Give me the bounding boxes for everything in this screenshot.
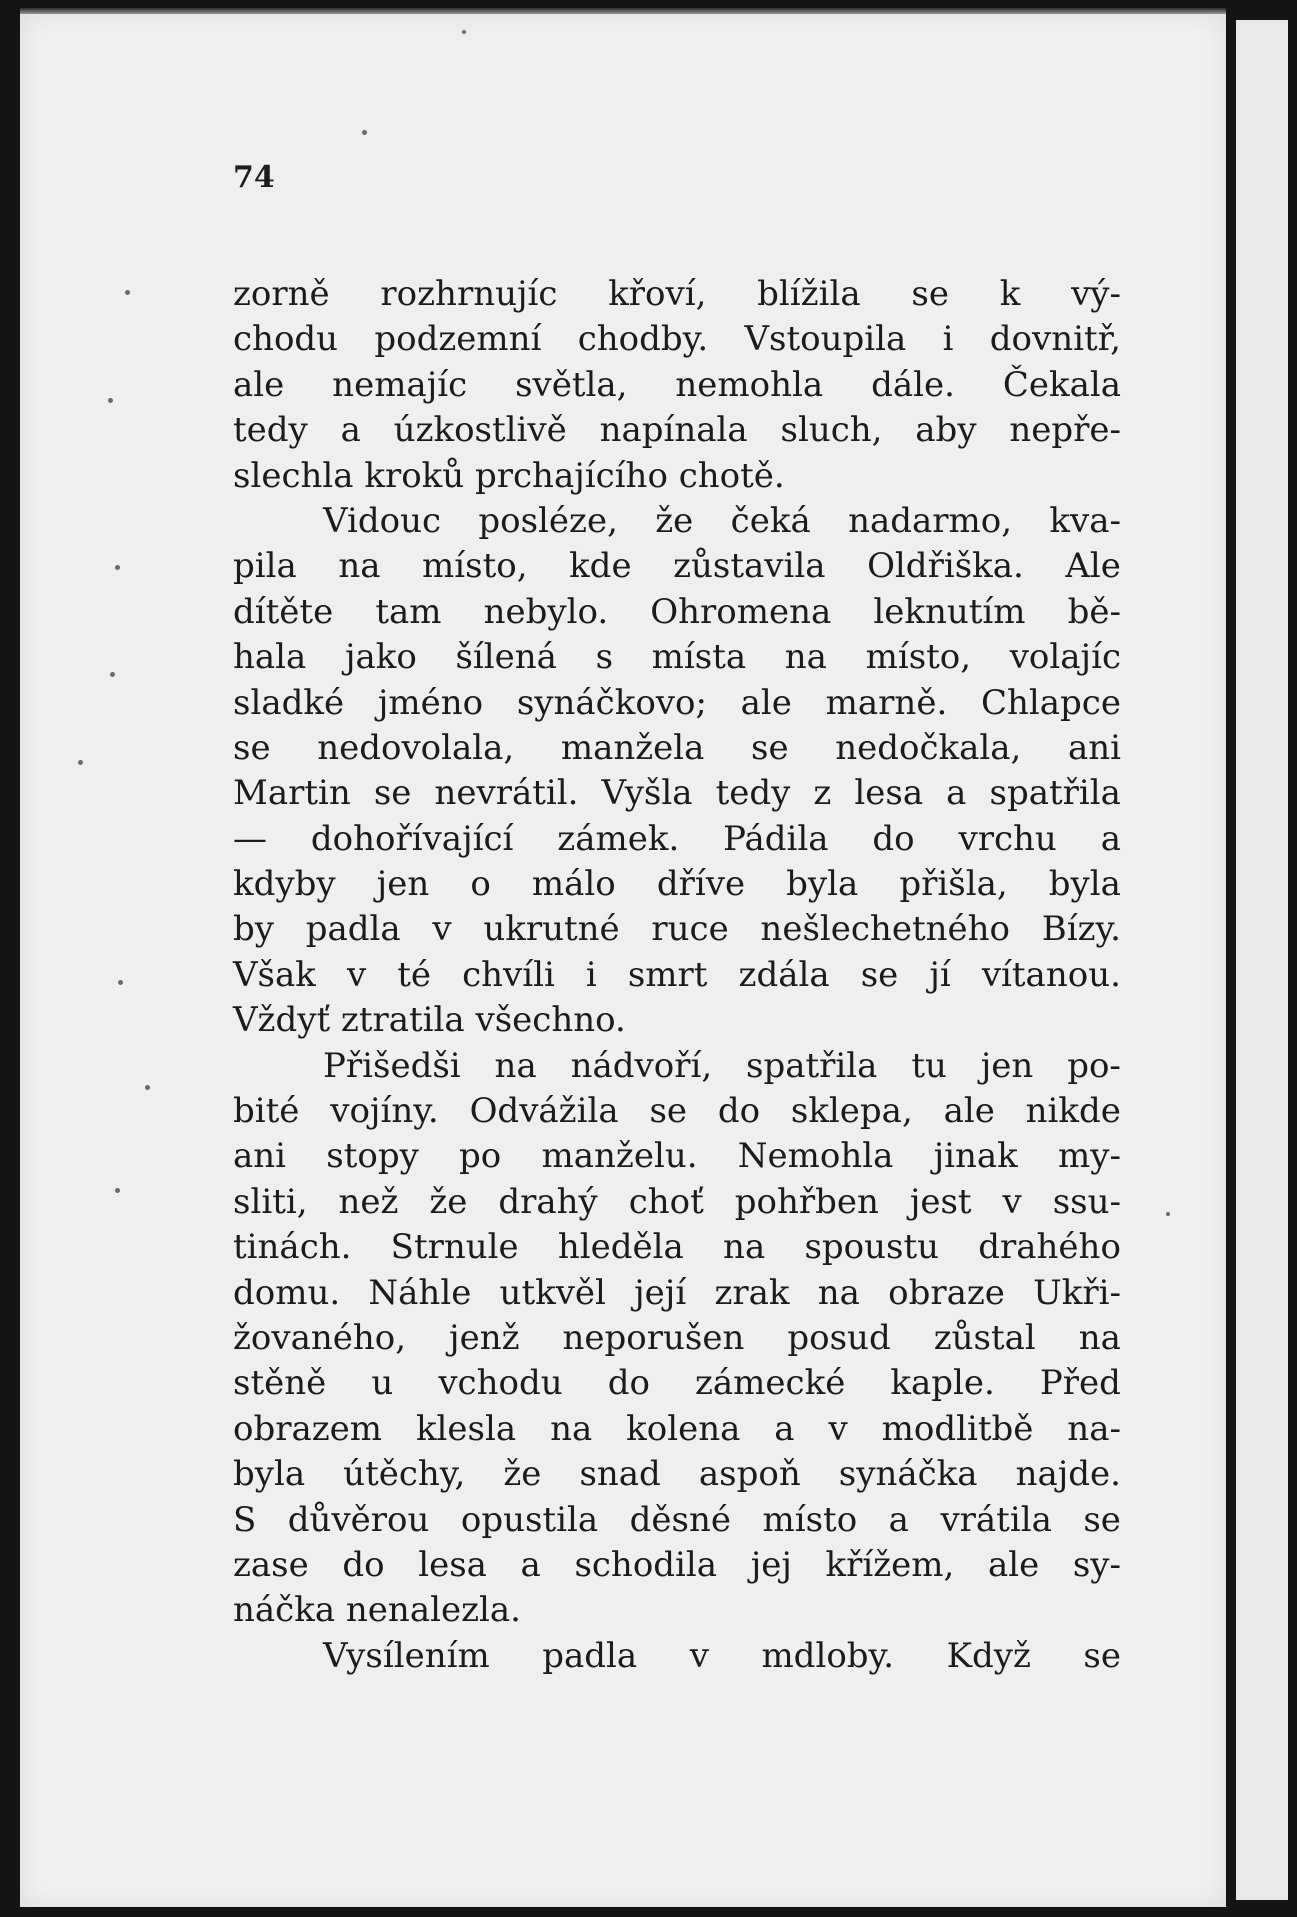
word: pila [233,546,297,587]
word: vrchu [958,818,1057,859]
word: nenalezla. [345,1590,521,1631]
word: vchodu [438,1363,563,1404]
word: jí [929,954,951,995]
text-line [233,454,1121,499]
word: nedočkala, [835,727,1022,768]
word: na [723,1227,766,1268]
text-line [233,1588,1121,1633]
word: choť [628,1181,704,1222]
text-line [233,1044,1121,1089]
word: ani [1067,727,1121,768]
word: dítěte [233,591,334,632]
word: bě- [1067,591,1121,632]
word: kroků [364,455,465,496]
word: Vysílením [323,1635,490,1676]
word: vrátila [940,1499,1052,1540]
word: ale [987,1544,1040,1585]
word: vý- [1071,274,1121,314]
word: místo, [865,637,972,678]
word: dohořívající [310,818,514,859]
word: úzkostlivě [393,410,567,451]
word: dále. [871,364,955,405]
word: vítanou. [981,954,1121,995]
word: Ale [1065,546,1121,587]
word: jméno [377,682,484,723]
word: Přišedši [323,1045,461,1086]
text-line [233,1134,1121,1179]
word: té [397,954,432,995]
word: klesla [415,1408,517,1449]
word: nemohla [675,364,824,405]
word: se [1083,1499,1121,1540]
word: na [494,1045,537,1086]
word: zůstavila [673,546,826,587]
word: Vždyť [233,1000,331,1041]
word: ztratila [340,1000,465,1041]
scan-speck [145,1085,150,1090]
word: v [346,954,367,995]
word: málo [531,864,616,905]
word: žovaného, [233,1317,407,1358]
word: děsné [629,1499,731,1540]
word: Vyšla [601,773,693,814]
word: do [607,1363,650,1404]
word: byla [786,864,859,905]
word: čeká [730,500,811,541]
text-line [233,635,1121,680]
word: slechla [233,455,354,496]
word: tam [375,591,442,632]
word: nadarmo, [848,500,1013,541]
word: všechno. [475,1000,626,1041]
word: drahého [978,1227,1121,1268]
word: tinách. [233,1227,352,1268]
word: Oldřiška. [867,546,1024,587]
word: k [999,274,1021,314]
word: spoustu [804,1227,940,1268]
word: útěchy, [343,1454,466,1495]
word: sliti, [233,1181,308,1222]
word: na [784,637,827,678]
word: synáčkovo; [516,682,707,723]
word: dovnitř, [989,319,1121,360]
word: Bízy. [1041,909,1121,950]
word: místo, [422,546,528,587]
word: nedovolala, [317,727,515,768]
scan-speck [125,290,130,295]
text-line [233,1407,1121,1452]
text-line [233,1543,1121,1588]
scan-speck [462,30,466,34]
word: prchajícího [474,455,668,496]
text-line [233,1271,1121,1316]
word: spatřila [746,1045,878,1086]
text-line [233,1452,1121,1497]
word: zrak [714,1272,790,1313]
word: leknutím [873,591,1026,632]
word: ale [233,364,285,405]
word: ruce [651,909,729,950]
word: na [817,1272,860,1313]
word: s [595,637,614,678]
word: kolena [626,1408,741,1449]
word: jinak [933,1136,1018,1177]
word: na [550,1408,593,1449]
word: o [470,864,491,905]
text-line [233,1089,1121,1134]
word: Vidouc [323,500,442,541]
word: nepře- [1009,410,1121,451]
word: křoví, [608,274,707,314]
text-line [233,1180,1121,1225]
word: a [774,1408,795,1449]
word: v [1002,1181,1022,1222]
text-line [233,317,1121,362]
word: se [1083,1635,1121,1676]
word: Nemohla [737,1136,894,1177]
word: jen [980,1045,1034,1086]
text-line [233,363,1121,408]
word: ale [740,682,792,723]
text-line [233,1498,1121,1543]
word: chotě. [678,455,785,496]
word: hala [233,637,307,678]
word: padla [542,1635,638,1676]
word: bité [233,1091,300,1132]
scan-speck [1166,1212,1170,1216]
word: a [888,1499,909,1540]
word: se [233,727,271,768]
word: na- [1067,1408,1121,1449]
word: tedy [715,773,791,814]
word: posléze, [478,500,618,541]
word: aby [915,410,977,451]
word: v [828,1408,848,1449]
word: stopy [326,1136,419,1177]
word: sladké [233,682,345,723]
word: v [432,909,452,950]
word: zámek. [557,818,680,859]
word: náčka [233,1590,336,1631]
text-line [233,544,1121,589]
scan-speck [118,980,123,985]
word: a [340,410,361,451]
text-line [233,907,1121,952]
text-line [233,499,1121,544]
word: zorně [233,274,330,314]
word: místa [651,637,747,678]
word: padla [305,909,401,950]
word: a [520,1544,541,1585]
word: důvěrou [287,1499,430,1540]
word: Však [233,954,316,995]
word: v [689,1635,709,1676]
word: schodila [574,1544,718,1585]
word: blížila [757,274,861,314]
word: sy- [1072,1544,1121,1585]
word: zdála [738,954,830,995]
word: lesa [854,773,924,814]
word: kdyby [233,864,336,905]
word: a [946,773,967,814]
text-line [233,1634,1121,1679]
word: obrazem [233,1408,383,1449]
word: nádvoří, [570,1045,713,1086]
word: než [338,1181,399,1222]
word: Čekala [1002,364,1121,405]
word: S [233,1499,257,1540]
word: ukrutné [483,909,620,950]
text-line [233,998,1121,1043]
word: tedy [233,410,308,451]
text-line [233,726,1121,771]
word: a [1100,818,1121,859]
word: drahý [498,1181,598,1222]
word: ale [943,1091,995,1132]
word: nevrátil. [434,773,579,814]
word: jest [909,1181,972,1222]
scan-speck [115,565,120,570]
word: Pádila [723,818,829,859]
word: vojíny. [330,1091,439,1132]
word: byla [233,1454,306,1495]
word: jen [376,864,430,905]
word: se [860,954,899,995]
word: sklepa, [790,1091,913,1132]
word: se [751,727,789,768]
word: zůstal [933,1317,1036,1358]
word: manžela [560,727,705,768]
word: chodu [233,319,339,360]
word: Odvážila [469,1091,619,1132]
word: i [942,319,954,360]
word: do [342,1544,385,1585]
word: i [585,954,597,995]
word: Před [1039,1363,1121,1404]
page-text [233,272,1121,1679]
word: jenž [449,1317,520,1358]
scan-speck [108,398,113,403]
text-line [233,862,1121,907]
word: křížem, [825,1544,955,1585]
text-line [233,1361,1121,1406]
word: se [373,773,412,814]
word: světla, [515,364,628,405]
word: místo [762,1499,858,1540]
word: ssu- [1052,1181,1121,1222]
word: do [872,818,915,859]
word: podzemní [374,319,542,360]
word: nemajíc [332,364,468,405]
word: po- [1067,1045,1121,1086]
word: opustila [460,1499,599,1540]
word: kva- [1049,500,1121,541]
word: obraze [888,1272,1005,1313]
text-line [233,1316,1121,1361]
word: aspoň [698,1454,801,1495]
text-line [233,1225,1121,1270]
word: neporušen [562,1317,745,1358]
word: na [1078,1317,1121,1358]
word: zámecké [695,1363,846,1404]
word: Když [946,1635,1031,1676]
word: se [649,1091,688,1132]
word: že [655,500,694,541]
word: u [371,1363,394,1404]
word: domu. [233,1272,341,1313]
text-line [233,408,1121,453]
word: najde. [1015,1454,1121,1495]
page-number: 74 [233,160,275,195]
text-line [233,771,1121,816]
word: by [233,909,274,950]
word: že [429,1181,468,1222]
word: Ukři- [1033,1272,1121,1313]
word: hleděla [557,1227,684,1268]
word: do [717,1091,761,1132]
word: marně. [825,682,948,723]
word: ani [233,1136,287,1177]
word: manželu. [541,1136,698,1177]
word: z [813,773,832,814]
text-line [233,272,1121,317]
adjacent-page-edge [1236,20,1288,1900]
word: lesa [418,1544,487,1585]
word: Strnule [390,1227,519,1268]
scan-speck [115,1188,120,1193]
word: Ohromena [650,591,832,632]
word: synáčka [838,1454,978,1495]
text-line [233,817,1121,862]
word: nebylo. [483,591,609,632]
text-line [233,953,1121,998]
word: snad [579,1454,661,1495]
word: mdloby. [761,1635,895,1676]
word: rozhrnujíc [380,274,558,314]
word: utkvěl [499,1272,606,1313]
word: sluch, [780,410,883,451]
text-line [233,681,1121,726]
word: jej [750,1544,792,1585]
word: přišla, [899,864,1008,905]
word: napínala [599,410,748,451]
scan-speck [110,672,115,677]
word: tu [911,1045,947,1086]
word: — [233,818,267,859]
word: volajíc [1009,637,1121,678]
word: chvíli [462,954,555,995]
word: jako [344,637,417,678]
word: posud [787,1317,891,1358]
word: byla [1048,864,1121,905]
word: nikde [1025,1091,1121,1132]
word: že [503,1454,542,1495]
word: Martin [233,773,351,814]
word: kde [569,546,632,587]
word: smrt [627,954,708,995]
word: její [634,1272,687,1313]
word: pohřben [734,1181,879,1222]
word: kaple. [890,1363,995,1404]
word: stěně [233,1363,327,1404]
word: dříve [656,864,746,905]
scan-speck [362,130,367,135]
word: se [911,274,949,314]
word: zase [233,1544,309,1585]
word: šílená [455,637,557,678]
word: po [459,1136,502,1177]
word: Vstoupila [744,319,907,360]
word: modlitbě [881,1408,1034,1449]
word: Náhle [368,1272,472,1313]
word: nešlechetného [760,909,1010,950]
word: spatřila [989,773,1121,814]
word: chodby. [577,319,709,360]
word: Chlapce [980,682,1121,723]
scan-speck [78,760,83,765]
text-line [233,590,1121,635]
word: my- [1058,1136,1121,1177]
word: na [338,546,381,587]
